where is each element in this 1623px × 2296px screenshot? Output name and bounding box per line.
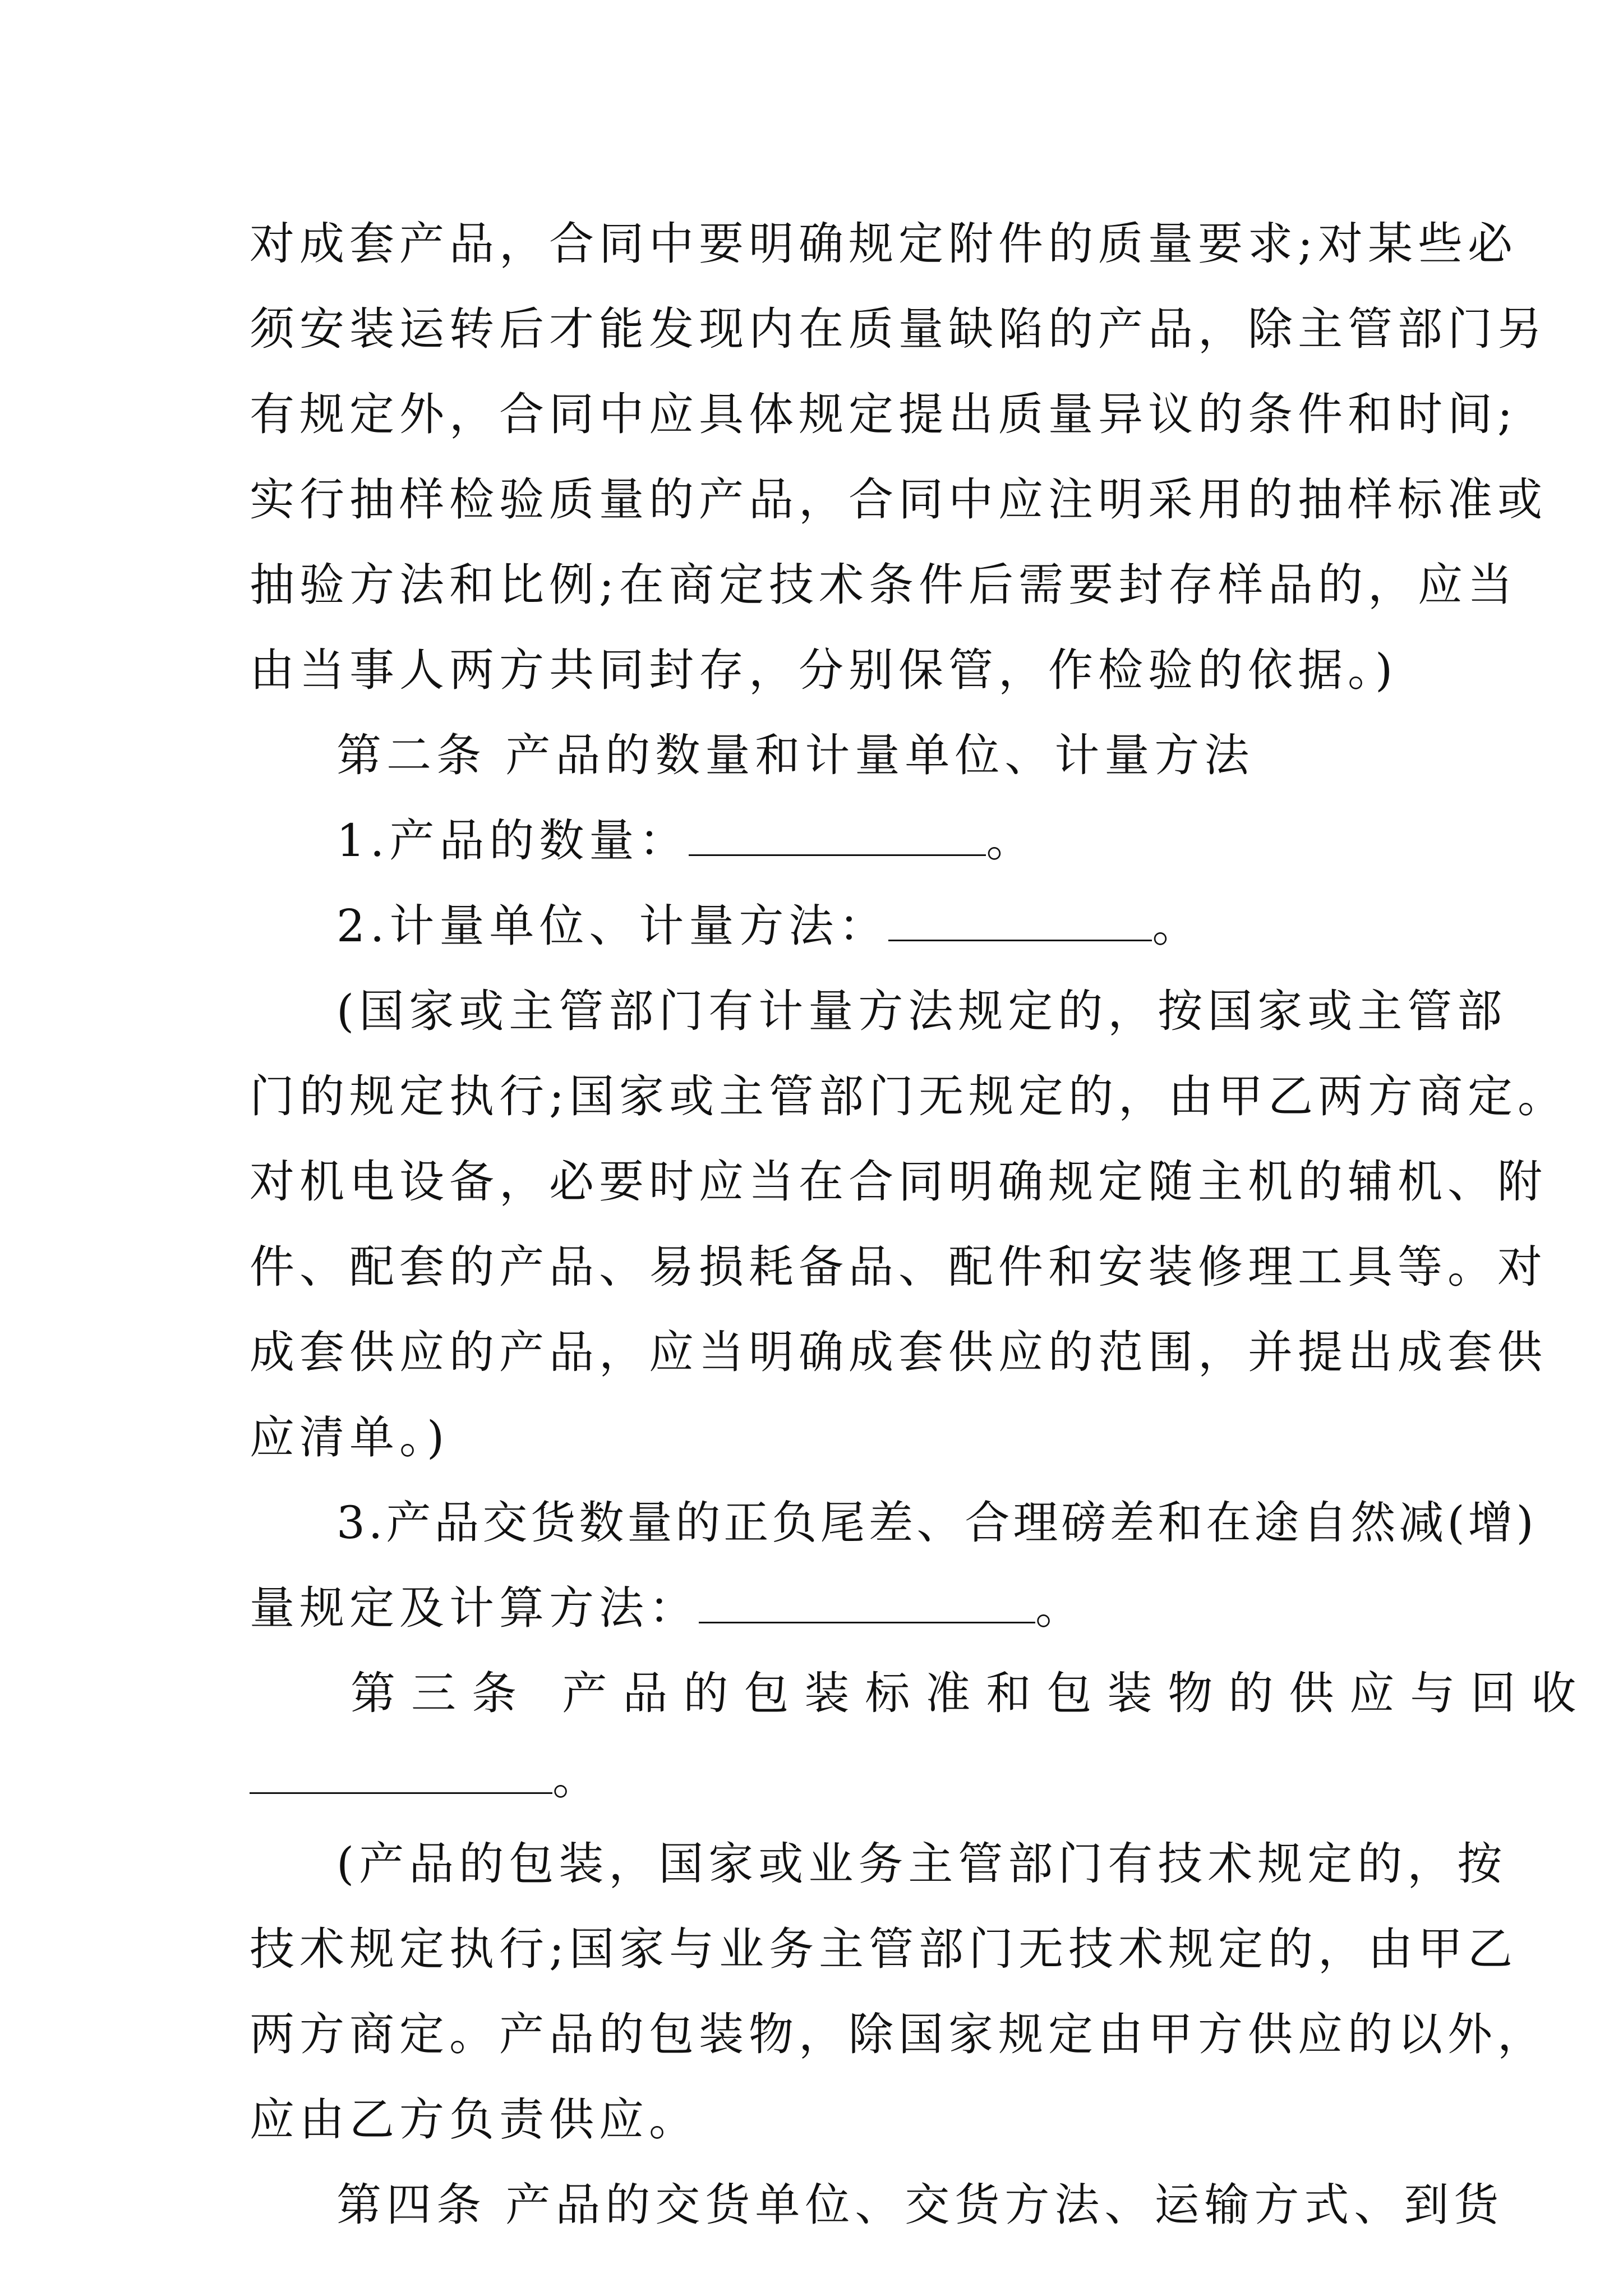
note-line: 应由乙方负责供应。 — [250, 2093, 699, 2146]
fill-in-blank — [689, 815, 986, 856]
paragraph-line: 须安装运转后才能发现内在质量缺陷的产品，除主管部门另 — [250, 303, 1547, 355]
item-end: 。 — [1035, 1582, 1085, 1634]
item-label: 1.产品的数量： — [336, 815, 689, 867]
item-end: 。 — [552, 1752, 602, 1805]
fill-in-blank — [250, 1753, 552, 1794]
note-line: 对机电设备，必要时应当在合同明确规定随主机的辅机、附 — [250, 1156, 1547, 1208]
article-heading: 第二条 产品的数量和计量单位、计量方法 — [336, 729, 1255, 781]
note-line: (国家或主管部门有计量方法规定的，按国家或主管部 — [336, 985, 1507, 1037]
note-line: 成套供应的产品，应当明确成套供应的范围，并提出成套供 — [250, 1326, 1547, 1378]
article-heading: 第三条 产品的包装标准和包装物的供应与回收 — [351, 1667, 1592, 1719]
packaging-blank-line — [250, 1751, 1394, 1807]
article-heading: 第四条 产品的交货单位、交货方法、运输方式、到货 — [336, 2179, 1504, 2231]
note-line: 两方商定。产品的包装物，除国家规定由甲方供应的以外， — [250, 2008, 1547, 2060]
fill-in-blank — [888, 900, 1152, 941]
item-label: 2.计量单位、计量方法： — [336, 900, 889, 952]
note-line: (产品的包装，国家或业务主管部门有技术规定的，按 — [336, 1838, 1507, 1890]
note-line: 门的规定执行;国家或主管部门无规定的，由甲乙两方商定。 — [250, 1070, 1567, 1122]
paragraph-line: 由当事人两方共同封存，分别保管，作检验的依据。) — [250, 644, 1398, 696]
note-line: 件、配套的产品、易损耗备品、配件和安装修理工具等。对 — [250, 1241, 1547, 1293]
fill-in-blank — [699, 1582, 1035, 1623]
paragraph-line: 有规定外，合同中应具体规定提出质量异议的条件和时间; — [250, 388, 1518, 440]
item-label: 量规定及计算方法： — [250, 1582, 699, 1634]
quantity-item — [336, 813, 1394, 869]
paragraph-line: 抽验方法和比例;在商定技术条件后需要封存样品的，应当 — [250, 559, 1518, 611]
paragraph-line: 对成套产品，合同中要明确规定附件的质量要求;对某些必 — [250, 218, 1518, 270]
paragraph-line: 实行抽样检验质量的产品，合同中应注明采用的抽样标准或 — [250, 473, 1547, 526]
note-line: 技术规定执行;国家与业务主管部门无技术规定的，由甲乙 — [250, 1923, 1518, 1975]
tolerance-item: 3.产品交货数量的正负尾差、合理磅差和在途自然减(增) — [336, 1497, 1537, 1549]
unit-item — [336, 898, 1394, 954]
item-end: 。 — [1152, 900, 1202, 952]
item-end: 。 — [986, 815, 1036, 867]
note-line: 应清单。) — [250, 1411, 450, 1464]
tolerance-item-continued — [250, 1580, 1394, 1636]
